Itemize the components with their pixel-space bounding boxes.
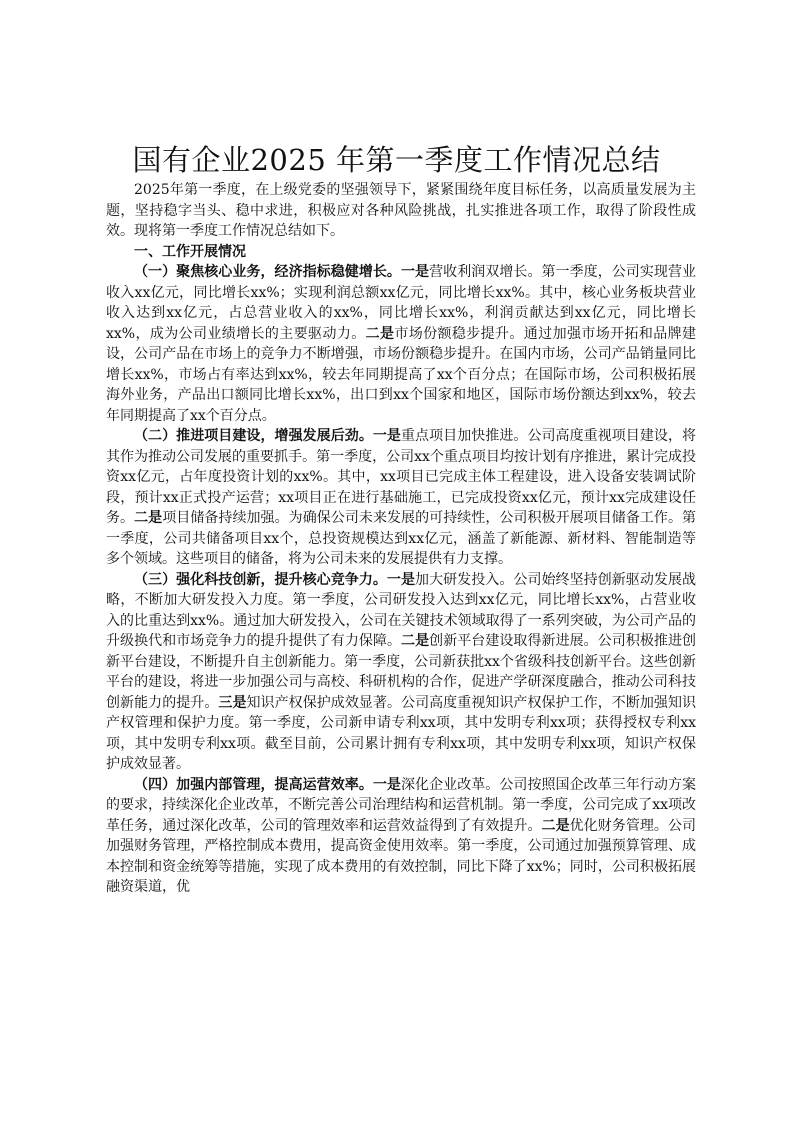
text-enterprise-reform: 深化企业改革。公司按照国企改革三年行动方案的要求，持续深化企业改革，不断完善公司治理结构和运营机制。第一季度，公司完成了xx项改革任务，通过深化改革，公司的管理效率和运营效益得到了有效提升。 (106, 776, 697, 834)
text-revenue-profit: 营收利润双增长。第一季度，公司实现营业收入xx亿元，同比增长xx%；实现利润总额xx亿元，同比增长xx%。其中，核心业务板块营业收入达到xx亿元，占总营业收入的xx%，同比增长xx%，利润贡献达到xx亿元，同比增长xx%，成为公司业绩增长的主要驱动力。 (106, 264, 697, 342)
intro-paragraph: 2025年第一季度，在上级党委的坚强领导下，紧紧围绕年度目标任务，以高质量发展为主题，坚持稳字当头、稳中求进，积极应对各种风险挑战，扎实推进各项工作，取得了阶段性成效。现将第一季度工作情况总结如下。 (106, 182, 696, 239)
document-body (106, 180, 696, 898)
subsection-heading-management: （四）加强内部管理，提高运营效率。 (134, 776, 373, 793)
lead-second: 二是 (401, 633, 430, 649)
subsection-heading-projects: （二）推进项目建设，增强发展后劲。 (134, 428, 373, 444)
text-financial-management: 优化财务管理。公司加强财务管理，严格控制成本费用，提高资金使用效率。第一季度，公司通过加强预算管理、成本控制和资金统筹等措施，实现了成本费用的有效控制，同比下降了xx%；同时，公司积极拓展融资渠道，优 (106, 817, 697, 895)
lead-first: 一是 (372, 776, 401, 793)
text-rd-investment: 加大研发投入。公司始终坚持创新驱动发展战略，不断加大研发投入力度。第一季度，公司研发投入达到xx亿元，同比增长xx%，占营业收入的比重达到xx%。通过加大研发投入，公司在关键技术领域取得了一系列突破，为公司产品的升级换代和市场竞争力的提升提供了有力保障。 (106, 571, 697, 649)
lead-second: 二是 (134, 510, 163, 526)
text-project-reserve: 项目储备持续加强。为确保公司未来发展的可持续性，公司积极开展项目储备工作。第一季度，公司共储备项目xx个，总投资规模达到xx亿元，涵盖了新能源、新材料、智能制造等多个领域。这些项目的储备，将为公司未来的发展提供有力支撑。 (106, 510, 697, 567)
lead-second: 二是 (541, 817, 570, 834)
lead-third: 三是 (218, 694, 247, 711)
lead-first: 一是 (386, 571, 416, 588)
subsection-heading-core-business: （一）聚焦核心业务，经济指标稳健增长。 (134, 264, 401, 280)
lead-first: 一是 (372, 428, 401, 444)
paragraph-internal-management (106, 775, 696, 898)
text-ip-protection: 知识产权保护成效显著。公司高度重视知识产权保护工作，不断加强知识产权管理和保护力度。第一季度，公司新申请专利xx项，其中发明专利xx项；获得授权专利xx项，其中发明专利xx项。截至目前，公司累计拥有专利xx项，其中发明专利xx项，知识产权保护成效显著。 (106, 694, 697, 772)
document-title: 国有企业2025 年第一季度工作情况总结 (132, 143, 661, 177)
paragraph-project-construction (106, 426, 696, 570)
lead-first: 一是 (400, 264, 430, 280)
text-innovation-platform: 创新平台建设取得新进展。公司积极推进创新平台建设，不断提升自主创新能力。第一季度，公司新获批xx个省级科技创新平台。这些创新平台的建设，将进一步加强公司与高校、科研机构的合作，促进产学研深度融合，推动公司科技创新能力的提升。 (106, 633, 697, 711)
text-key-projects: 重点项目加快推进。公司高度重视项目建设，将其作为推动公司发展的重要抓手。第一季度，公司xx个重点项目均按计划有序推进，累计完成投资xx亿元，占年度投资计划的xx%。其中，xx项目已完成主体工程建设，进入设备安装调试阶段，预计xx正式投产运营；xx项目正在进行基础施工，已完成投资xx亿元，预计xx完成建设任务。 (106, 428, 697, 526)
paragraph-innovation (106, 570, 696, 775)
section-heading-work: 一、工作开展情况 (134, 243, 246, 260)
paragraph-core-business (106, 262, 696, 426)
text-market-share: 市场份额稳步提升。通过加强市场开拓和品牌建设，公司产品在市场上的竞争力不断增强，市场份额稳步提升。在国内市场，公司产品销量同比增长xx%，市场占有率达到xx%，较去年同期提高了xx个百分点；在国际市场，公司积极拓展海外业务，产品出口额同比增长xx%，出口到xx个国家和地区，国际市场份额达到xx%，较去年同期提高了xx个百分点。 (106, 325, 697, 424)
subsection-heading-innovation: （三）强化科技创新，提升核心竞争力。 (134, 571, 387, 588)
lead-second: 二是 (365, 325, 395, 342)
